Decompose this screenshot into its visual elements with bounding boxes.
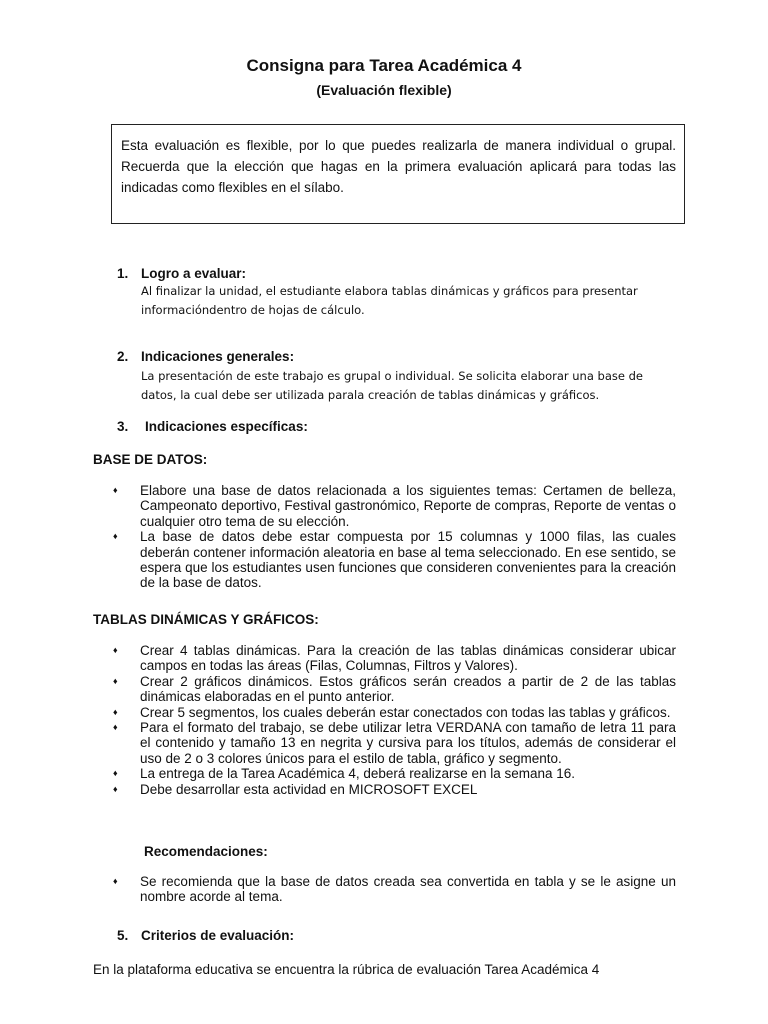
bullet-icon: ♦	[113, 783, 118, 794]
bullet-icon: ♦	[113, 645, 118, 655]
base-datos-list	[112, 483, 676, 591]
list-item	[112, 674, 676, 705]
bullet-icon: ♦	[113, 485, 118, 495]
tablas-heading: TABLAS DINÁMICAS Y GRÁFICOS:	[93, 612, 319, 627]
list-item-text: Debe desarrollar esta actividad en MICROSOFT EXCEL	[140, 781, 478, 797]
notice-text: Esta evaluación es flexible, por lo que puedes realizarla de manera individual o grupal. Recuerda que la elección que hagas en la primera evaluación aplicará para todas las indicadas como flexibles en el sílabo.	[121, 138, 676, 195]
bullet-icon: ♦	[113, 722, 118, 733]
list-item	[112, 720, 676, 766]
list-item	[112, 483, 676, 529]
document-subtitle: (Evaluación flexible)	[316, 82, 452, 98]
section-criterios	[117, 928, 294, 943]
flexible-evaluation-notice	[111, 124, 685, 224]
list-item-text: Para el formato del trabajo, se debe utilizar letra VERDANA con tamaño de letra 11 para el contenido y tamaño 13 en negrita y cursiva para los títulos, además de considerar el uso de 2 o 3 colores únicos para el estilo de tabla, gráfico y segmento.	[140, 720, 676, 766]
section-logro-heading	[117, 266, 681, 281]
section-number: 2.	[117, 349, 129, 364]
list-item-text: La entrega de la Tarea Académica 4, deberá realizarse en la semana 16.	[140, 766, 576, 782]
base-datos-heading: BASE DE DATOS:	[93, 452, 208, 467]
recomendaciones-list	[112, 874, 676, 905]
list-item-text: Crear 5 segmentos, los cuales deberán estar conectados con todas las tablas y gráficos.	[140, 704, 671, 720]
list-item	[112, 529, 676, 591]
list-item-text: La base de datos debe estar compuesta por 15 columnas y 1000 filas, las cuales deberán contener información aleatoria en base al tema seleccionado. En ese sentido, se espera que los estudiantes usen funciones que consideren convenientes para la creación de la base de datos.	[140, 529, 676, 591]
document-title: Consigna para Tarea Académica 4	[246, 56, 522, 75]
list-item	[112, 874, 676, 905]
list-item-text: Crear 2 gráficos dinámicos. Estos gráficos serán creados a partir de 2 de las tablas dinámicas elaboradas en el punto anterior.	[140, 673, 676, 705]
list-item-text: Crear 4 tablas dinámicas. Para la creación de las tablas dinámicas considerar ubicar campos en todas las áreas (Filas, Columnas, Filtros y Valores).	[140, 643, 676, 674]
list-item-text: Elabore una base de datos relacionada a los siguientes temas: Certamen de belleza, Campeonato deportivo, Festival gastronómico, Reporte de compras, Reporte de ventas o cualquier otro tema de su elección.	[140, 483, 676, 529]
bullet-icon: ♦	[113, 675, 118, 686]
list-item	[112, 766, 676, 781]
bullet-icon: ♦	[113, 768, 118, 779]
list-item	[112, 643, 676, 674]
recomendaciones-heading: Recomendaciones:	[144, 844, 268, 859]
tablas-list	[112, 643, 676, 797]
list-item	[112, 782, 676, 797]
section-number: 3.	[117, 419, 129, 434]
section-generales-heading	[117, 349, 681, 364]
list-item-text: Se recomienda que la base de datos creada sea convertida en tabla y se le asigne un nombre acorde al tema.	[140, 874, 676, 905]
section-logro	[117, 266, 681, 320]
section-indicaciones-generales	[117, 349, 681, 405]
bullet-icon: ♦	[113, 876, 118, 886]
section-number: 1.	[117, 266, 129, 281]
section-heading-text: Indicaciones específicas:	[145, 419, 308, 434]
list-item	[112, 705, 676, 720]
section-indicaciones-especificas	[117, 419, 308, 434]
section-number: 5.	[117, 928, 129, 943]
footer-text: En la plataforma educativa se encuentra la rúbrica de evaluación Tarea Académica 4	[93, 962, 600, 977]
bullet-icon: ♦	[113, 706, 118, 717]
section-heading-text: Indicaciones generales:	[141, 349, 295, 364]
bullet-icon: ♦	[113, 531, 118, 542]
section-generales-body: La presentación de este trabajo es grupal o individual. Se solicita elaborar una base de datos, la cual debe ser utilizada parala creación de tablas dinámicas y gráficos.	[141, 369, 643, 402]
section-logro-body: Al finalizar la unidad, el estudiante elabora tablas dinámicas y gráficos para presentar informacióndentro de hojas de cálculo.	[141, 284, 638, 317]
section-criterios-heading	[117, 928, 294, 943]
section-especificas-heading	[117, 419, 308, 434]
section-heading-text: Criterios de evaluación:	[141, 928, 295, 943]
section-heading-text: Logro a evaluar:	[141, 266, 247, 281]
